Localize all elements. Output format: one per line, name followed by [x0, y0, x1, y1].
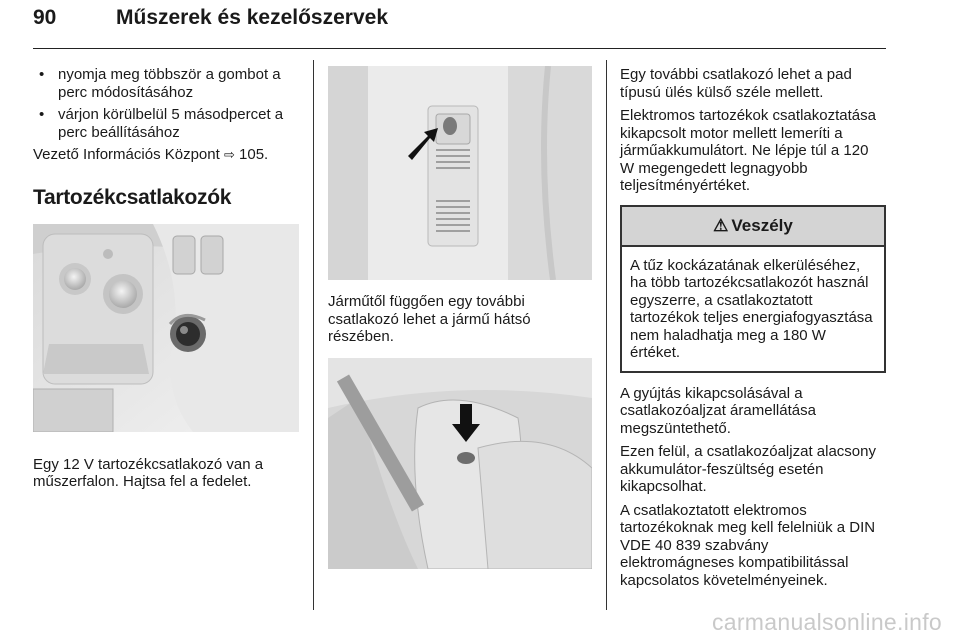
warning-text: A tűz kockázatának elkerüléséhez, ha több tartozékcsatlakozót használ egyszerre, a csatlakoztatott tartozékok teljes energiafogyasztása nem haladhatja meg a 180 W értéket.: [630, 256, 873, 361]
dashboard-socket-photo: [33, 224, 299, 432]
warning-triangle-icon: ⚠: [713, 215, 729, 235]
bullet-list: [33, 66, 299, 141]
page-header: [33, 4, 886, 49]
paragraph: Egy további csatlakozó lehet a pad típusú ülés külső széle mellett.: [620, 66, 852, 101]
reference-text: Vezető Információs Központ: [33, 146, 220, 163]
paragraph: Ezen felül, a csatlakozóaljzat alacsony akkumulátor-feszültség esetén kikapcsolhat.: [620, 443, 876, 495]
image-caption: Egy 12 V tartozékcsatlakozó van a műszerfalon. Hajtsa fel a fedelet.: [33, 455, 264, 490]
image-caption: Járműtől függően egy további csatlakozó lehet a jármű hátsó részében.: [328, 293, 531, 345]
page-number: 90: [33, 6, 57, 29]
bullet-item: • nyomja meg többször a gombot a perc módosításához: [33, 66, 299, 101]
column-left: [33, 62, 299, 491]
bullet-item: • várjon körülbelül 5 másodpercet a perc beállításához: [33, 106, 299, 141]
reference-page[interactable]: 105.: [239, 146, 269, 163]
column-divider-2: [606, 60, 607, 610]
seat-socket-photo: [328, 358, 592, 569]
cross-reference: [33, 146, 299, 164]
column-right: [620, 62, 886, 589]
warning-header: [622, 207, 884, 247]
column-divider-1: [313, 60, 314, 610]
page-reference-arrow-icon: ⇨: [223, 147, 235, 162]
section-title: Tartozékcsatlakozók: [33, 185, 232, 209]
rear-socket-photo: [328, 66, 592, 280]
column-middle: [328, 62, 592, 569]
paragraph: Elektromos tartozékok csatlakoztatása kikapcsolt motor mellett lemeríti a járműakkumulátort. Ne lépje túl a 120 W megengedett legnagyobb teljesítményértéket.: [620, 107, 876, 194]
warning-title: Veszély: [731, 215, 793, 235]
warning-body: [622, 247, 884, 371]
paragraph: A gyújtás kikapcsolásával a csatlakozóaljzat áramellátása megszüntethető.: [620, 384, 816, 437]
danger-warning-box: [620, 205, 886, 373]
paragraph: A csatlakoztatott elektromos tartozékoknak meg kell felelniük a DIN VDE 40 839 szabvány elektromágneses kompatibilitással kapcsolatos követelményeinek.: [620, 501, 876, 589]
chapter-title: Műszerek és kezelőszervek: [116, 6, 389, 29]
watermark: carmanualsonline.info: [711, 609, 942, 635]
